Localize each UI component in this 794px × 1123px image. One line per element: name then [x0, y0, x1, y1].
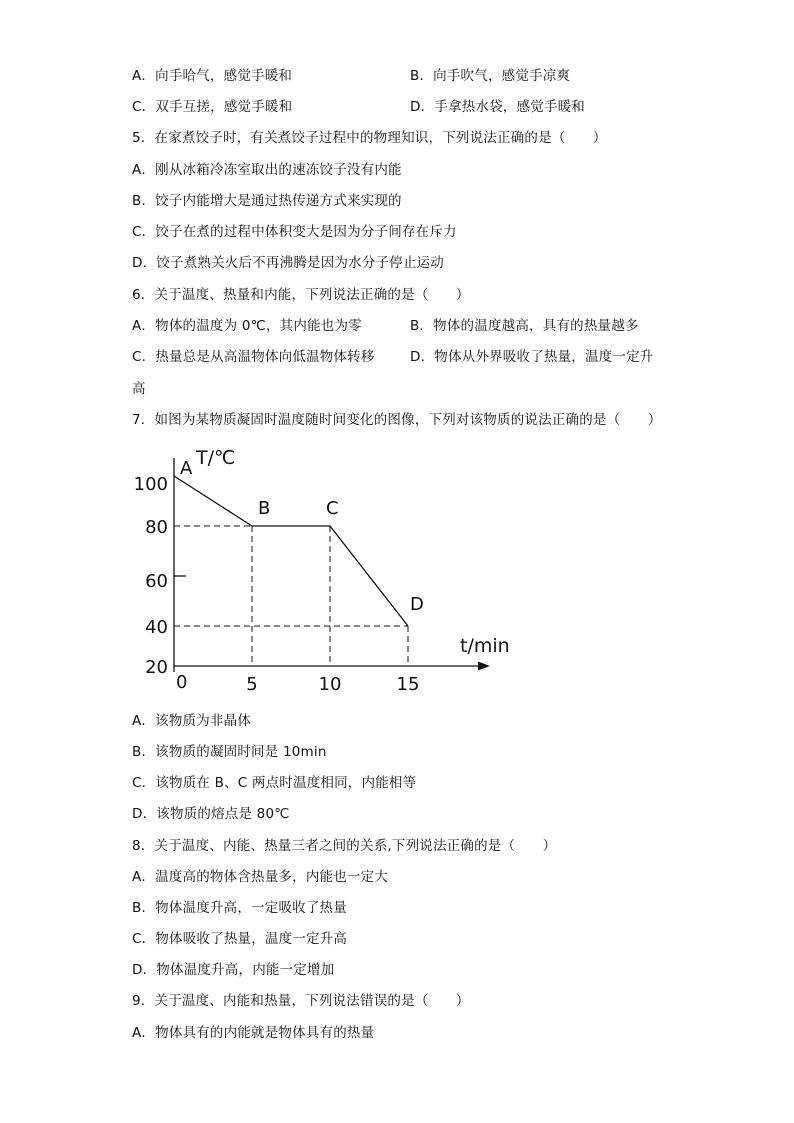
y-tick-label-100: 100 [133, 474, 168, 495]
q6-stem: 6．关于温度、热量和内能，下列说法正确的是（ ） [132, 287, 470, 303]
q5-option-c: C．饺子在煮的过程中体积变大是因为分子间存在斥力 [132, 224, 457, 240]
q4-option-b: B．向手吹气，感觉手凉爽 [410, 68, 571, 84]
y-tick-label-40: 40 [145, 617, 168, 638]
dashed-guides [174, 526, 408, 666]
cooling-curve-line [174, 476, 408, 626]
y-tick-label-80: 80 [145, 517, 168, 538]
y-tick-labels [134, 474, 168, 678]
point-label-b: B [258, 498, 271, 519]
x-tick-label-5: 5 [246, 674, 258, 695]
q8-option-b: B．物体温度升高，一定吸收了热量 [132, 900, 347, 916]
x-axis-label: t/min [460, 635, 510, 657]
y-tick-label-20: 20 [145, 657, 168, 678]
x-tick-label-10: 10 [318, 674, 342, 695]
q8-option-a: A．温度高的物体含热量多，内能也一定大 [132, 869, 389, 885]
point-label-d: D [410, 594, 424, 615]
q8-option-d: D．物体温度升高，内能一定增加 [132, 962, 335, 978]
q5-option-b: B．饺子内能增大是通过热传递方式来实现的 [132, 193, 402, 209]
q6-option-c: C．热量总是从高温物体向低温物体转移 [132, 349, 375, 365]
point-label-c: C [326, 498, 339, 519]
x-axis-arrow [478, 662, 490, 671]
q6-option-b: B．物体的温度越高，具有的热量越多 [410, 318, 639, 334]
y-tick-label-60: 60 [145, 571, 168, 592]
q5-stem: 5．在家煮饺子时，有关煮饺子过程中的物理知识，下列说法正确的是（ ） [132, 130, 607, 146]
point-labels [180, 458, 424, 615]
point-label-a: A [180, 458, 193, 479]
temperature-time-chart [128, 440, 528, 700]
q7-stem: 7．如图为某物质凝固时温度随时间变化的图像，下列对该物质的说法正确的是（ ） [132, 412, 662, 428]
q7-option-d: D．该物质的熔点是 80℃ [132, 806, 290, 822]
y-axis-label: T/℃ [196, 447, 236, 469]
q9-stem: 9．关于温度、内能和热量，下列说法错误的是（ ） [132, 993, 470, 1009]
q9-option-a: A．物体具有的内能就是物体具有的热量 [132, 1025, 375, 1041]
origin-label: 0 [176, 672, 188, 693]
q6-option-a: A．物体的温度为 0℃，其内能也为零 [132, 318, 362, 334]
x-tick-labels [246, 674, 419, 695]
q4-option-d: D．手拿热水袋，感觉手暖和 [410, 99, 585, 115]
q4-option-a: A．向手哈气，感觉手暖和 [132, 68, 293, 84]
q7-option-b: B．该物质的凝固时间是 10min [132, 744, 327, 760]
q7-option-a: A．该物质为非晶体 [132, 713, 252, 729]
q5-option-d: D．饺子煮熟关火后不再沸腾是因为水分子停止运动 [132, 255, 444, 271]
q4-option-c: C．双手互搓，感觉手暖和 [132, 99, 293, 115]
q8-option-c: C．物体吸收了热量，温度一定升高 [132, 931, 348, 947]
q5-option-a: A．刚从冰箱冷冻室取出的速冻饺子没有内能 [132, 162, 402, 178]
x-tick-label-15: 15 [396, 674, 420, 695]
chart-axes [174, 458, 490, 672]
q7-option-c: C．该物质在 B、C 两点时温度相同，内能相等 [132, 775, 417, 791]
q6-option-d-wrap: 高 [132, 381, 146, 397]
q6-option-d: D．物体从外界吸收了热量，温度一定升 [410, 349, 654, 365]
q8-stem: 8．关于温度、内能、热量三者之间的关系,下列说法正确的是（ ） [132, 838, 557, 854]
